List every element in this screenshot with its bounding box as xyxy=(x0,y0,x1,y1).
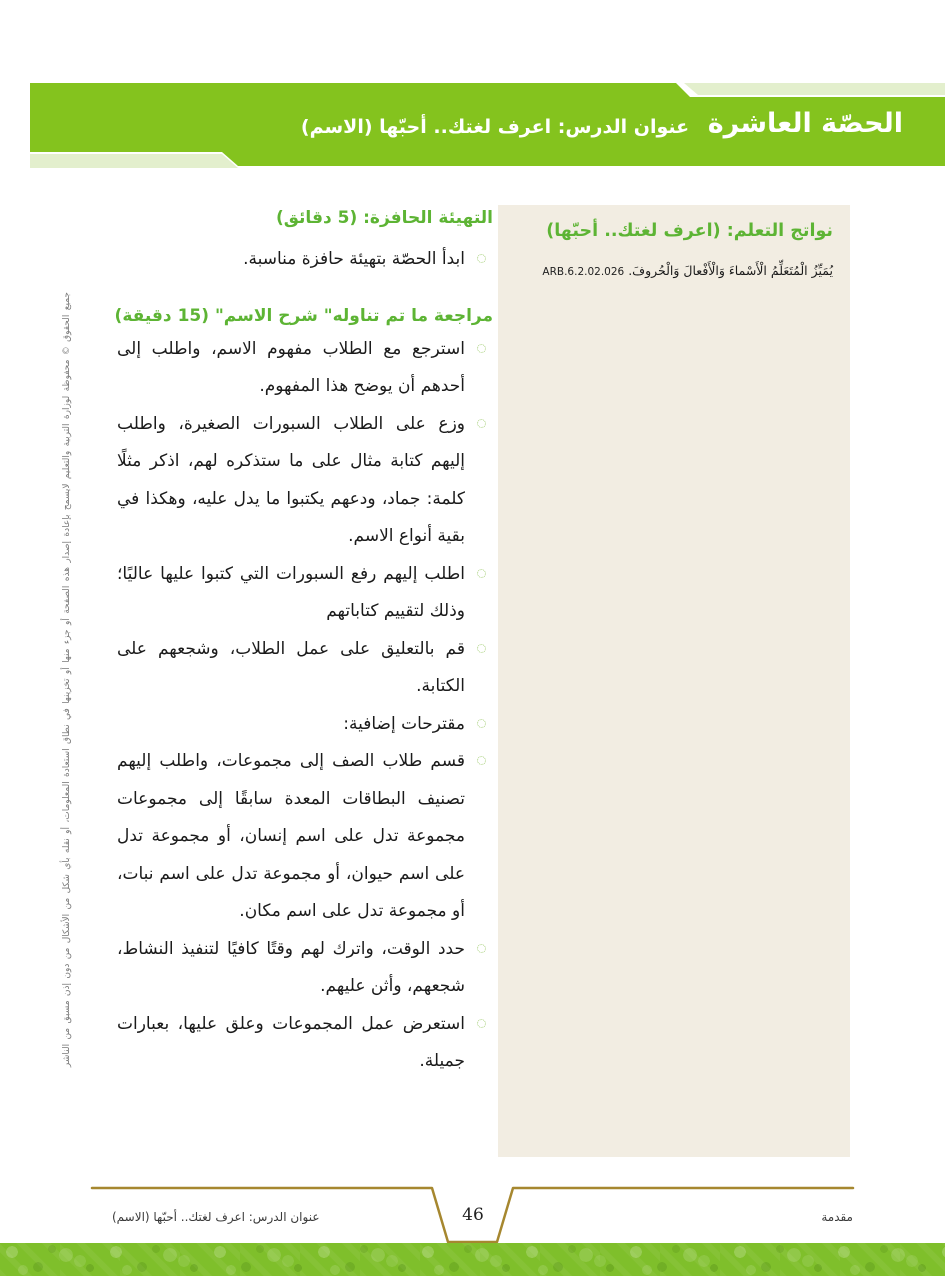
bottom-pattern-border xyxy=(0,1243,945,1276)
section-heading-warmup: التهيئة الحافزة: (5 دقائق) xyxy=(275,208,493,228)
list-item: اطلب إليهم رفع السبورات التي كتبوا عليها عاليًا؛ وذلك لتقييم كتاباتهم xyxy=(117,556,493,631)
footer-lesson-ref: عنوان الدرس: اعرف لغتك.. أحبّها (الاسم) xyxy=(112,1210,320,1224)
review-steps-list xyxy=(117,331,493,1081)
learning-outcome-item xyxy=(508,263,833,278)
list-item: وزع على الطلاب السبورات الصغيرة، واطلب إليهم كتابة مثال على ما ستذكره لهم، اذكر مثلًا كلمة: جماد، ودعهم يكتبوا ما يدل عليه، وهكذا في بقية أنواع الاسم. xyxy=(117,406,493,556)
bullet-icon xyxy=(477,719,486,728)
list-item: قم بالتعليق على عمل الطلاب، وشجعهم على الكتابة. xyxy=(117,631,493,706)
list-item: استعرض عمل المجموعات وعلق عليها، بعبارات جميلة. xyxy=(117,1006,493,1081)
list-item: ابدأ الحصّة بتهيئة حافزة مناسبة. xyxy=(117,241,493,279)
list-item: مقترحات إضافية: xyxy=(117,706,493,744)
learning-outcomes-panel xyxy=(498,205,850,1157)
list-item: قسم طلاب الصف إلى مجموعات، واطلب إليهم تصنيف البطاقات المعدة سابقًا إلى مجموعات مجموعة تدل على اسم إنسان، أو مجموعة تدل على اسم حيوان، أو مجموعة تدل على اسم نبات، أو مجموعة تدل على اسم مكان. xyxy=(117,743,493,931)
bullet-icon xyxy=(477,1019,486,1028)
session-title: الحصّة العاشرة xyxy=(707,108,903,139)
page-number: 46 xyxy=(462,1205,484,1225)
learning-outcome-text: يُمَيِّزُ الْمُتَعَلِّمُ الْأَسْماءَ وَالْأَفْعالَ وَالْحُروفَ. xyxy=(628,263,833,278)
section-heading-review: مراجعة ما تم تناوله" شرح الاسم" (15 دقيقة) xyxy=(114,305,493,326)
bullet-icon xyxy=(477,344,486,353)
list-item: حدد الوقت، واترك لهم وقتًا كافيًا لتنفيذ النشاط، شجعهم، وأثن عليهم. xyxy=(117,931,493,1006)
lesson-title: عنوان الدرس: اعرف لغتك.. أحبّها (الاسم) xyxy=(300,116,690,138)
bullet-icon xyxy=(477,756,486,765)
learning-outcome-code: ARB.6.2.02.026 xyxy=(542,266,625,278)
list-item: استرجع مع الطلاب مفهوم الاسم، واطلب إلى أحدهم أن يوضح هذا المفهوم. xyxy=(117,331,493,406)
bullet-icon xyxy=(477,644,486,653)
copyright-vertical-text: جميع الحقوق © محفوظة لوزارة التربية والتعليم لايسمح بإعادة إصدار هذه الصفحة أو جزء منها أو تخزينها في نطاق استعادة المعلومات، أو نقله بأي شكل من الأشكال من دون إذن مسبق من الناشر xyxy=(62,292,72,1068)
bullet-icon xyxy=(477,254,486,263)
learning-outcomes-heading: نواتج التعلم: (اعرف لغتك.. أحبّها) xyxy=(546,221,833,241)
footer-section-ref: مقدمة xyxy=(821,1210,853,1224)
bullet-icon xyxy=(477,419,486,428)
warmup-steps-list xyxy=(117,241,493,279)
bullet-icon xyxy=(477,569,486,578)
activities-column xyxy=(114,203,493,1081)
bullet-icon xyxy=(477,944,486,953)
